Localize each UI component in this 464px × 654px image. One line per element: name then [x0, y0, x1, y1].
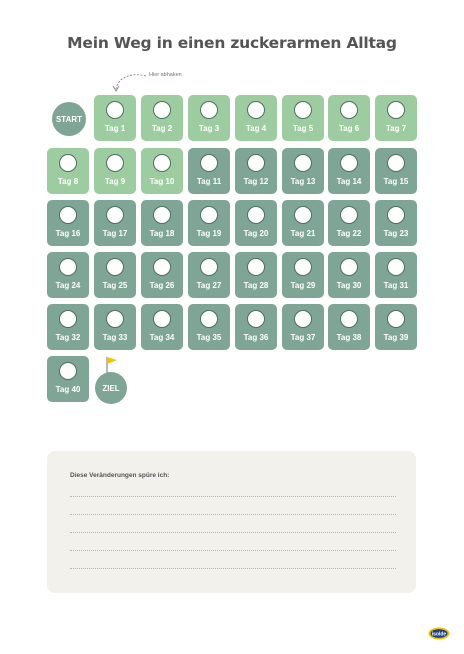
- checkbox-circle[interactable]: [340, 154, 358, 172]
- curved-arrow-icon: [108, 72, 148, 94]
- checkbox-circle[interactable]: [106, 206, 124, 224]
- notes-box: [47, 451, 416, 593]
- checkbox-circle[interactable]: [247, 101, 265, 119]
- checkbox-circle[interactable]: [294, 310, 312, 328]
- day-label: Tag 6: [338, 124, 360, 133]
- day-tile: [235, 252, 277, 298]
- checkbox-circle[interactable]: [106, 258, 124, 276]
- notes-label: Diese Veränderungen spüre ich:: [70, 472, 170, 479]
- day-label: Tag 38: [336, 333, 362, 342]
- checkbox-circle[interactable]: [106, 154, 124, 172]
- day-label: Tag 4: [245, 124, 267, 133]
- day-tile: [235, 304, 277, 350]
- day-label: Tag 21: [290, 229, 316, 238]
- checkbox-circle[interactable]: [247, 206, 265, 224]
- day-tile: [375, 200, 417, 246]
- hint-text: Hier abhaken: [149, 72, 182, 78]
- day-tile: [47, 148, 89, 194]
- day-tile: [94, 304, 136, 350]
- day-label: Tag 35: [196, 333, 222, 342]
- checkbox-circle[interactable]: [200, 154, 218, 172]
- writing-line[interactable]: [70, 550, 396, 551]
- day-label: Tag 40: [55, 385, 81, 394]
- writing-line[interactable]: [70, 568, 396, 569]
- goal-badge: ZIEL: [95, 372, 127, 404]
- day-tile: [141, 200, 183, 246]
- start-badge: START: [52, 102, 86, 136]
- day-label: Tag 33: [102, 333, 128, 342]
- checkbox-circle[interactable]: [59, 258, 77, 276]
- day-label: Tag 20: [243, 229, 269, 238]
- svg-text:isolde: isolde: [431, 631, 447, 638]
- day-tile: [282, 200, 324, 246]
- day-label: Tag 32: [55, 333, 81, 342]
- checkbox-circle[interactable]: [294, 258, 312, 276]
- checkbox-circle[interactable]: [387, 101, 405, 119]
- day-tile: [94, 200, 136, 246]
- day-tile: [94, 148, 136, 194]
- day-label: Tag 8: [57, 177, 79, 186]
- checkbox-circle[interactable]: [340, 101, 358, 119]
- day-tile: [188, 304, 230, 350]
- day-label: Tag 18: [149, 229, 175, 238]
- checkbox-circle[interactable]: [106, 310, 124, 328]
- day-label: Tag 16: [55, 229, 81, 238]
- checkbox-circle[interactable]: [59, 206, 77, 224]
- day-label: Tag 13: [290, 177, 316, 186]
- day-label: Tag 24: [55, 281, 81, 290]
- day-label: Tag 23: [383, 229, 409, 238]
- day-label: Tag 9: [104, 177, 126, 186]
- day-tile: [141, 252, 183, 298]
- day-tile: [141, 304, 183, 350]
- checkbox-circle[interactable]: [153, 101, 171, 119]
- day-label: Tag 12: [243, 177, 269, 186]
- day-tile: [328, 148, 370, 194]
- day-tile: [282, 148, 324, 194]
- day-label: Tag 11: [196, 177, 222, 186]
- day-label: Tag 1: [104, 124, 126, 133]
- checkbox-circle[interactable]: [247, 258, 265, 276]
- checkbox-circle[interactable]: [59, 310, 77, 328]
- checkbox-circle[interactable]: [247, 310, 265, 328]
- writing-line[interactable]: [70, 496, 396, 497]
- checkbox-circle[interactable]: [340, 258, 358, 276]
- checkbox-circle[interactable]: [153, 206, 171, 224]
- checkbox-circle[interactable]: [294, 206, 312, 224]
- page-title: Mein Weg in einen zuckerarmen Alltag: [67, 34, 397, 52]
- checkbox-circle[interactable]: [153, 154, 171, 172]
- writing-line[interactable]: [70, 514, 396, 515]
- day-tile: [188, 95, 230, 141]
- checkbox-circle[interactable]: [294, 101, 312, 119]
- day-label: Tag 30: [336, 281, 362, 290]
- day-tile: [282, 252, 324, 298]
- day-label: Tag 5: [292, 124, 314, 133]
- day-tile: [375, 95, 417, 141]
- checkbox-circle[interactable]: [200, 101, 218, 119]
- day-label: Tag 39: [383, 333, 409, 342]
- brand-logo: [428, 627, 450, 640]
- day-tile: [47, 200, 89, 246]
- day-label: Tag 27: [196, 281, 222, 290]
- day-tile: [188, 148, 230, 194]
- checkbox-circle[interactable]: [59, 362, 77, 380]
- day-tile: [141, 95, 183, 141]
- checkbox-circle[interactable]: [387, 206, 405, 224]
- day-tile: [235, 148, 277, 194]
- day-tile: [328, 95, 370, 141]
- day-label: Tag 29: [290, 281, 316, 290]
- day-tile: [47, 252, 89, 298]
- day-label: Tag 36: [243, 333, 269, 342]
- checkbox-circle[interactable]: [153, 258, 171, 276]
- day-tile: [375, 252, 417, 298]
- checkbox-circle[interactable]: [200, 310, 218, 328]
- day-label: Tag 3: [198, 124, 220, 133]
- day-label: Tag 10: [149, 177, 175, 186]
- day-label: Tag 19: [196, 229, 222, 238]
- day-tile: [235, 95, 277, 141]
- day-tile: [328, 304, 370, 350]
- checkbox-circle[interactable]: [340, 310, 358, 328]
- checkbox-circle[interactable]: [387, 154, 405, 172]
- day-label: Tag 26: [149, 281, 175, 290]
- day-label: Tag 22: [336, 229, 362, 238]
- day-label: Tag 34: [149, 333, 175, 342]
- day-tile: [47, 356, 89, 402]
- day-tile: [47, 304, 89, 350]
- day-tile: [94, 252, 136, 298]
- day-label: Tag 7: [385, 124, 407, 133]
- day-tile: [94, 95, 136, 141]
- day-label: Tag 15: [383, 177, 409, 186]
- checkbox-circle[interactable]: [200, 258, 218, 276]
- checkbox-circle[interactable]: [294, 154, 312, 172]
- day-tile: [235, 200, 277, 246]
- checkbox-circle[interactable]: [200, 206, 218, 224]
- checkbox-circle[interactable]: [247, 154, 265, 172]
- day-label: Tag 14: [336, 177, 362, 186]
- day-label: Tag 17: [102, 229, 128, 238]
- checkbox-circle[interactable]: [387, 310, 405, 328]
- day-tile: [282, 95, 324, 141]
- day-label: Tag 37: [290, 333, 316, 342]
- day-label: Tag 31: [383, 281, 409, 290]
- day-tile: [141, 148, 183, 194]
- day-tile: [188, 200, 230, 246]
- day-label: Tag 28: [243, 281, 269, 290]
- day-label: Tag 2: [151, 124, 173, 133]
- checkbox-circle[interactable]: [153, 310, 171, 328]
- day-tile: [188, 252, 230, 298]
- day-label: Tag 25: [102, 281, 128, 290]
- checkbox-circle[interactable]: [106, 101, 124, 119]
- checkbox-circle[interactable]: [59, 154, 77, 172]
- day-tile: [282, 304, 324, 350]
- day-tile: [375, 148, 417, 194]
- writing-line[interactable]: [70, 532, 396, 533]
- checkbox-circle[interactable]: [340, 206, 358, 224]
- day-tile: [328, 252, 370, 298]
- day-tile: [328, 200, 370, 246]
- day-tile: [375, 304, 417, 350]
- checkbox-circle[interactable]: [387, 258, 405, 276]
